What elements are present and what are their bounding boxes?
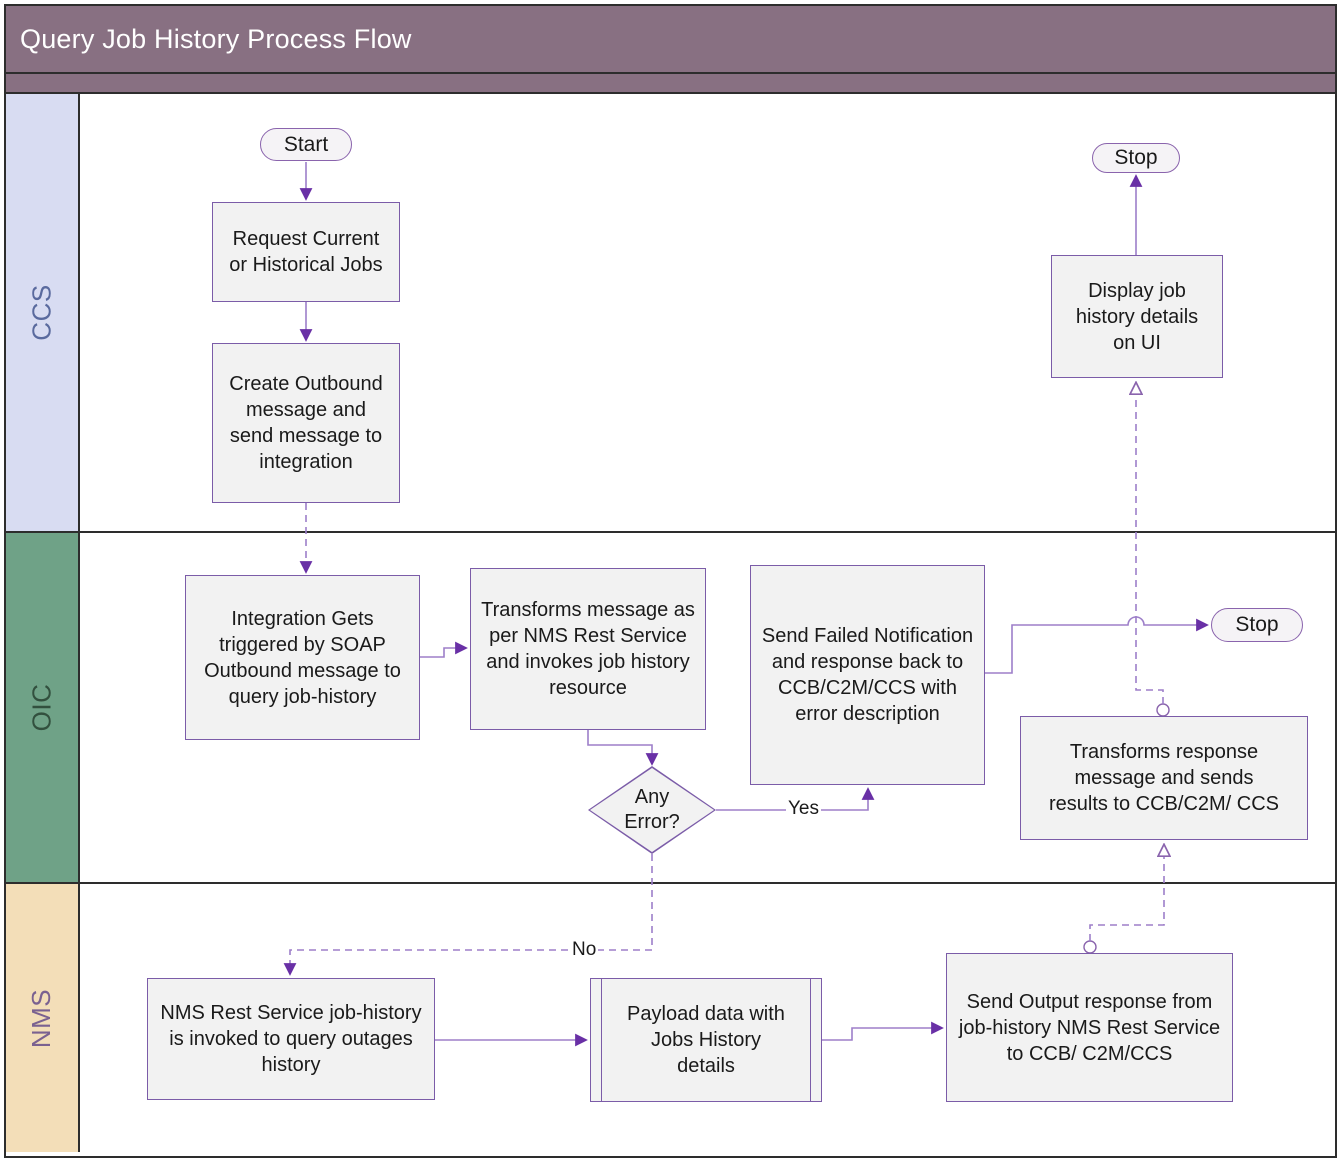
node-transforms-message: Transforms message as per NMS Rest Service and invokes job history resource <box>470 568 706 730</box>
edge-transforms-msg-to-decision <box>588 730 652 764</box>
page-title: Query Job History Process Flow <box>20 23 412 54</box>
node-integration-triggered: Integration Gets triggered by SOAP Outbound message to query job-history <box>185 575 420 740</box>
node-display-job-history: Display job history details on UI <box>1051 255 1223 378</box>
node-start-terminator: Start <box>260 128 352 161</box>
edge-transforms-resp-to-display <box>1136 384 1163 704</box>
lane-oic-label: OIC <box>26 683 57 732</box>
lane-nms-label: NMS <box>26 988 57 1048</box>
decision-label: Any Error? <box>624 786 680 833</box>
node-stop-terminator-oic: Stop <box>1211 608 1303 642</box>
lane-ccs-label: CCS <box>26 284 57 341</box>
node-nms-rest-service: NMS Rest Service job-history is invoked to query outages history <box>147 978 435 1100</box>
edge-send-failed-to-stop <box>985 617 1207 673</box>
edge-origin-dot-transforms-resp <box>1157 704 1169 716</box>
node-stop-terminator-ccs: Stop <box>1092 143 1180 173</box>
edge-origin-dot-send-output <box>1084 941 1096 953</box>
node-any-error-decision <box>588 766 716 854</box>
edge-label-no: No <box>572 939 597 960</box>
node-payload-data: Payload data with Jobs History details <box>590 978 822 1102</box>
edge-payload-to-send-output <box>822 1028 942 1040</box>
node-create-outbound-message: Create Outbound message and send message to integration <box>212 343 400 503</box>
node-send-output-response: Send Output response from job-history NMS Rest Service to CCB/ C2M/CCS <box>946 953 1233 1102</box>
edge-integration-to-transforms-msg <box>420 648 466 657</box>
node-transforms-response: Transforms response message and sends results to CCB/C2M/ CCS <box>1020 716 1308 840</box>
node-request-jobs: Request Current or Historical Jobs <box>212 202 400 302</box>
edge-send-output-to-transforms-resp <box>1090 846 1164 941</box>
node-send-failed-notification: Send Failed Notification and response back to CCB/C2M/CCS with error description <box>750 565 985 785</box>
edge-label-yes: Yes <box>788 798 819 819</box>
